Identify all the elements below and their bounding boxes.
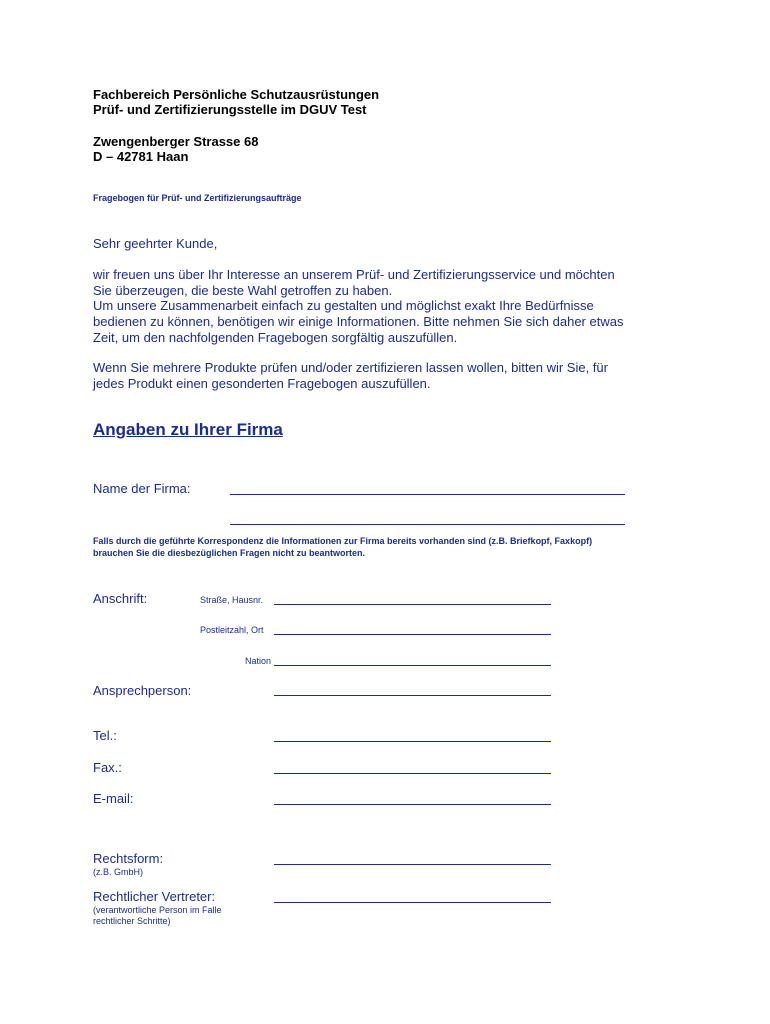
fax-label: Fax.: — [93, 760, 122, 775]
legal-rep-label: Rechtlicher Vertreter: — [93, 889, 216, 904]
section-title: Angaben zu Ihrer Firma — [93, 420, 283, 439]
salutation: Sehr geehrter Kunde, — [93, 236, 218, 251]
contact-label: Ansprechperson: — [93, 683, 192, 698]
header-city: D – 42781 Haan — [93, 149, 189, 164]
postcode-label: Postleitzahl, Ort — [200, 625, 264, 635]
legal-rep-field[interactable] — [274, 902, 551, 903]
legal-rep-hint-line-2: rechtlicher Schritte) — [93, 916, 171, 926]
street-field[interactable] — [274, 604, 551, 605]
tel-label: Tel.: — [93, 728, 117, 743]
contact-field[interactable] — [274, 695, 551, 696]
note-line-2: brauchen Sie die diesbezüglichen Fragen nicht zu beantworten. — [93, 548, 366, 558]
intro-line-1: wir freuen uns über Ihr Interesse an unserem Prüf- und Zertifizierungsservice und möchten — [93, 267, 615, 282]
legal-form-field[interactable] — [274, 864, 551, 865]
legal-form-label: Rechtsform: — [93, 851, 164, 866]
fax-field[interactable] — [274, 773, 551, 774]
intro-line-5: Zeit, um den nachfolgenden Fragebogen sorgfältig auszufüllen. — [93, 330, 458, 345]
header-dept-line: Fachbereich Persönliche Schutzausrüstungen — [93, 87, 380, 102]
multi-product-line-1: Wenn Sie mehrere Produkte prüfen und/oder zertifizieren lassen wollen, bitten wir Sie, für — [93, 360, 608, 375]
postcode-field[interactable] — [274, 634, 551, 635]
note-line-1: Falls durch die geführte Korrespondenz die Informationen zur Firma bereits vorhanden sind (z.B. Briefkopf, Faxkopf) — [93, 536, 593, 546]
legal-form-hint: (z.B. GmbH) — [93, 867, 144, 877]
form-title: Fragebogen für Prüf- und Zertifizierungsaufträge — [93, 193, 302, 203]
street-label: Straße, Hausnr. — [200, 595, 264, 605]
multi-product-line-2: jedes Produkt einen gesonderten Fragebogen auszufüllen. — [93, 376, 431, 391]
intro-line-2: Sie überzeugen, die beste Wahl getroffen zu haben. — [93, 283, 393, 298]
intro-line-4: bedienen zu können, benötigen wir einige Informationen. Bitte nehmen Sie sich daher etwas — [93, 314, 624, 329]
company-name-label: Name der Firma: — [93, 481, 191, 496]
intro-line-3: Um unsere Zusammenarbeit einfach zu gestalten und möglichst exakt Ihre Bedürfnisse — [93, 298, 594, 313]
address-label: Anschrift: — [93, 591, 148, 606]
email-field[interactable] — [274, 804, 551, 805]
nation-label: Nation — [245, 656, 272, 666]
company-name-field[interactable] — [230, 494, 625, 495]
company-name-field-2[interactable] — [230, 524, 625, 525]
email-label: E-mail: — [93, 791, 134, 806]
nation-field[interactable] — [274, 665, 551, 666]
legal-rep-hint-line-1: (verantwortliche Person im Falle — [93, 905, 222, 915]
header-street: Zwengenberger Strasse 68 — [93, 134, 259, 149]
tel-field[interactable] — [274, 741, 551, 742]
header-office-line: Prüf- und Zertifizierungsstelle im DGUV Test — [93, 102, 367, 117]
